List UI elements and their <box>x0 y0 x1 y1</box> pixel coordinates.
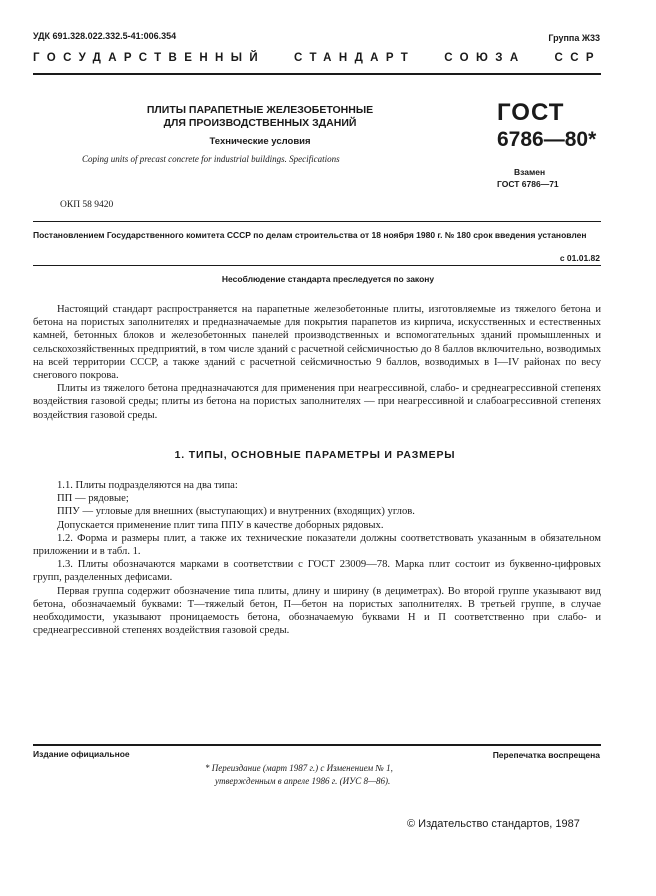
intro-paragraph-1: Настоящий стандарт распространяется на парапетные железобетонные плиты, изготовляемые из тяжелого бетона и бетона на пористых заполнителях и предназначаемые для покрытия парапетов из кирпича, искусственных и естественных камней, бетонных блоков и железобетонных панелей производственных и вспомогательных зданий промышленных и сельскохозяйственных предприятий, в том числе зданий с расчетной сейсмичностью до 8 баллов включительно, возводимых на всей территории СССР, а также зданий с расчетной сейсмичностью 9 баллов, возводимых в I—IV районах по весу снегового покрова. <box>33 304 601 382</box>
no-reprint-notice: Перепечатка воспрещена <box>492 750 600 760</box>
okp-code: ОКП 58 9420 <box>60 200 114 210</box>
gost-label: ГОСТ <box>497 99 565 126</box>
replaces-label: Взамен <box>514 167 546 177</box>
banner-word-state: ГОСУДАРСТВЕННЫЙ <box>33 52 266 64</box>
intro-section <box>33 303 601 422</box>
title-block <box>110 104 410 148</box>
banner-word-union: СОЮЗА <box>444 52 526 64</box>
decree-text: Постановлением Государственного комитета СССР по делам строительства от 18 ноября 1980 г. № 180 срок введения установлен <box>33 230 587 240</box>
decree-rule <box>33 265 601 266</box>
udk-code: УДК 691.328.022.332.5-41:006.354 <box>33 31 177 41</box>
title-rule <box>33 221 601 222</box>
english-title: Coping units of precast concrete for industrial buildings. Specifications <box>82 154 340 164</box>
decree-date: с 01.01.82 <box>559 253 600 263</box>
clause-1-3: 1.3. Плиты обозначаются марками в соответствии с ГОСТ 23009—78. Марка плит состоит из буквенно-цифровых групп, разделенных дефисами. <box>33 559 601 584</box>
title-line-2: ДЛЯ ПРОИЗВОДСТВЕННЫХ ЗДАНИЙ <box>163 117 357 129</box>
standard-banner <box>33 52 601 68</box>
clause-1-1-note: Допускается применение плит типа ППУ в качестве доборных рядовых. <box>57 519 384 531</box>
section-1-heading: 1. ТИПЫ, ОСНОВНЫЕ ПАРАМЕТРЫ И РАЗМЕРЫ <box>174 449 456 461</box>
banner-word-ussr: ССР <box>554 52 601 64</box>
section-1-body <box>33 479 601 637</box>
clause-1-1-type-ppu: ППУ — угловые для внешних (выступающих) и внутренних (входящих) углов. <box>57 506 415 518</box>
group-code: Группа Ж33 <box>548 33 600 43</box>
banner-word-standard: СТАНДАРТ <box>294 52 416 64</box>
law-notice: Несоблюдение стандарта преследуется по закону <box>221 274 435 284</box>
reissue-line-1: * Переиздание (март 1987 г.) с Изменением № 1, <box>205 763 393 773</box>
clause-1-1: 1.1. Плиты подразделяются на два типа: <box>57 480 238 491</box>
clause-1-3-groups: Первая группа содержит обозначение типа плиты, длину и ширину (в дециметрах). Во второй группе указывают вид бетона, обозначаемый буквами: Т—тяжелый бетон, П—бетон на пористых заполнителях. В третьей группе, в случае необходимости, указывают проницаемость бетона, обозначаемую буквами Н и П соответственно при слабо- и среднеагрессивной степенях воздействия газовой среды. <box>33 585 601 637</box>
header-rule <box>33 73 601 75</box>
official-edition: Издание официальное <box>33 749 130 759</box>
reissue-line-2: утвержденным в апреле 1986 г. (ИУС 8—86). <box>215 776 391 786</box>
footer-rule <box>33 744 601 746</box>
replaces-value: ГОСТ 6786—71 <box>497 179 559 189</box>
title-line-1: ПЛИТЫ ПАРАПЕТНЫЕ ЖЕЛЕЗОБЕТОННЫЕ <box>146 104 374 116</box>
copyright: © Издательство стандартов, 1987 <box>407 818 580 830</box>
subtitle: Технические условия <box>209 136 311 147</box>
reissue-note <box>205 762 393 788</box>
clause-1-2: 1.2. Форма и размеры плит, а также их технические показатели должны соответствовать указанным в обязательном приложении и в табл. 1. <box>33 532 601 558</box>
gost-number: 6786—80* <box>497 128 597 151</box>
intro-paragraph-2: Плиты из тяжелого бетона предназначаются для применения при неагрессивной, слабо- и среднеагрессивной степенях воздействия газовой среды; плиты из бетона на пористых заполнителях — при неагрессивной и слабоагрессивной степенях воздействия газовой среды. <box>33 383 601 421</box>
clause-1-1-type-pp: ПП — рядовые; <box>57 493 129 505</box>
